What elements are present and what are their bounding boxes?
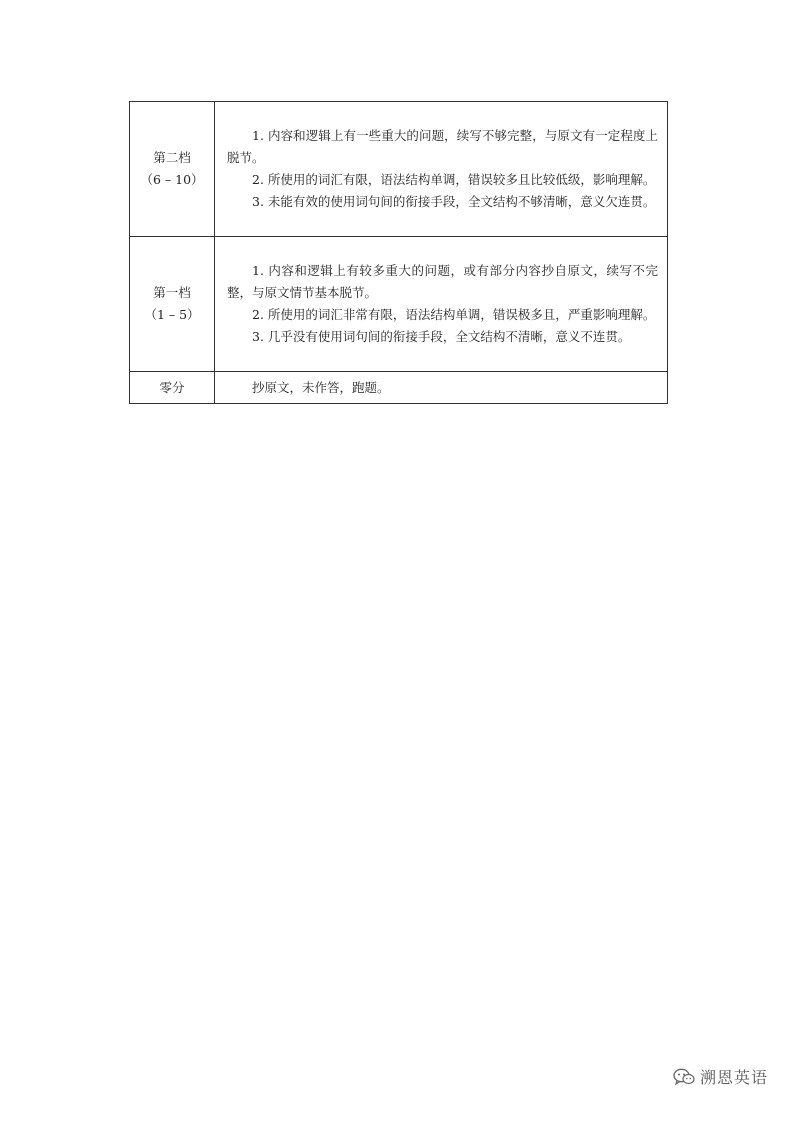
level-cell [130,372,215,404]
table-row [130,372,668,404]
table-row [130,102,668,237]
zero-score-description: 抄原文，未作答，跑题。 [252,379,390,395]
level-name: 第二档 [153,150,191,165]
table-row [130,237,668,372]
level-cell [130,102,215,237]
criterion-item: 1. 内容和逻辑上有较多重大的问题，或有部分内容抄自原文，续写不完整，与原文情节基本脱节。 [227,263,658,300]
criterion-item: 1. 内容和逻辑上有一些重大的问题，续写不够完整，与原文有一定程度上脱节。 [227,128,658,165]
criterion-item: 3. 几乎没有使用词句间的衔接手段，全文结构不清晰，意义不连贯。 [252,329,631,344]
scoring-rubric-table [129,101,668,404]
watermark-text: 溯恩英语 [699,1068,768,1087]
level-range: （1 – 5） [144,307,200,322]
level-name: 第一档 [153,285,191,300]
criteria-cell [215,102,668,237]
criteria-cell [215,372,668,404]
level-cell [130,237,215,372]
criterion-item: 2. 所使用的词汇有限，语法结构单调，错误较多且比较低级，影响理解。 [252,172,656,187]
criterion-item: 3. 未能有效的使用词句间的衔接手段，全文结构不够清晰，意义欠连贯。 [252,194,656,209]
level-name: 零分 [159,379,185,395]
wechat-watermark [673,1065,768,1088]
criterion-item: 2. 所使用的词汇非常有限，语法结构单调，错误极多且，严重影响理解。 [252,307,656,322]
level-range: （6 – 10） [140,172,204,187]
wechat-icon [673,1068,695,1086]
criteria-cell [215,237,668,372]
